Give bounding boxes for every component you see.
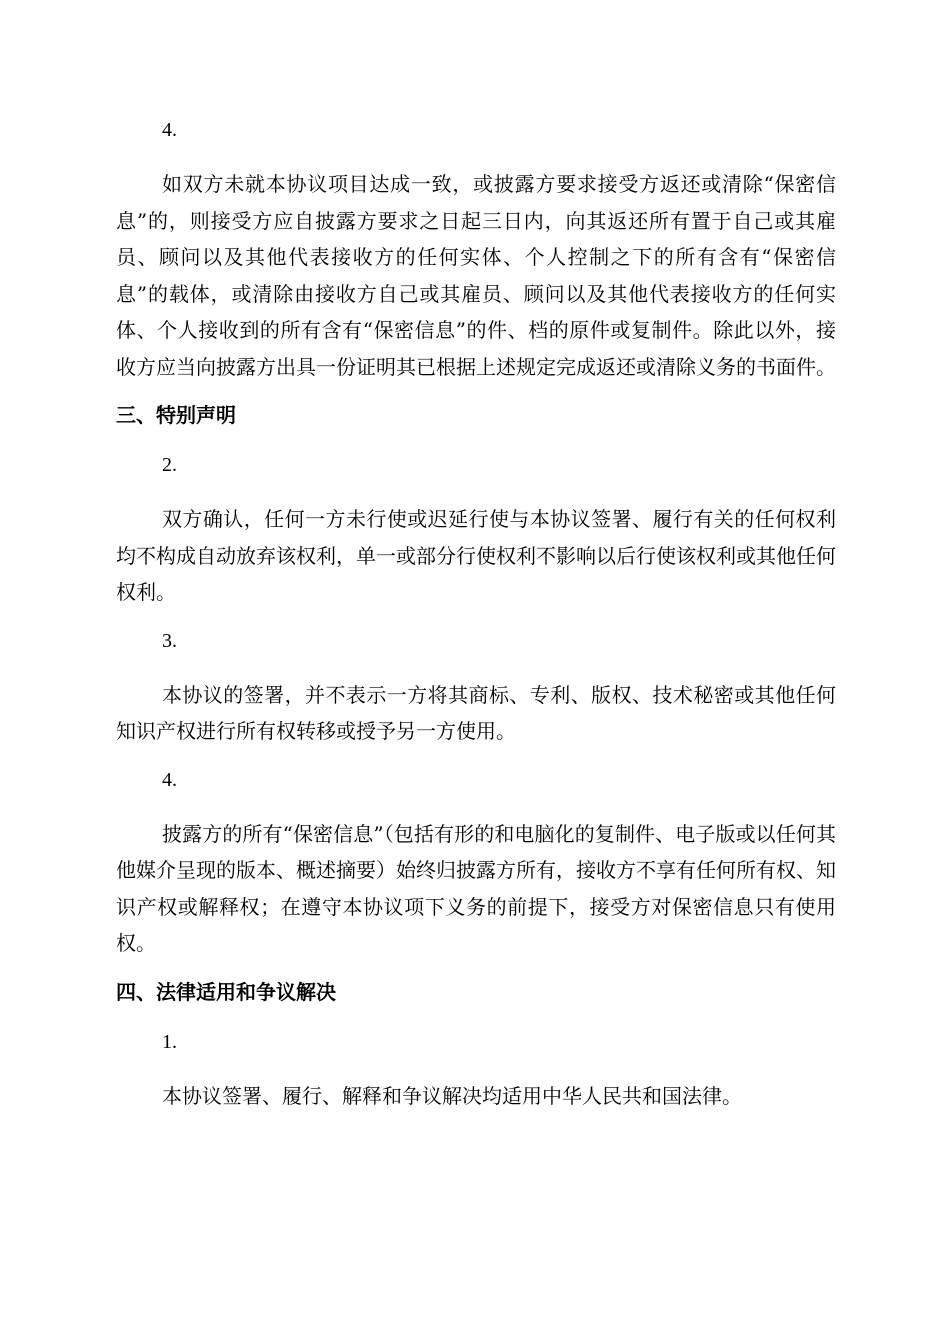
document-page (116, 112, 836, 1126)
clause-paragraph: 本协议签署、履行、解释和争议解决均适用中华人民共和国法律。 (162, 1083, 742, 1108)
clause-number: 1. (162, 1030, 177, 1053)
clause-number: 4. (162, 768, 177, 791)
section-heading: 四、法律适用和争议解决 (116, 979, 336, 1004)
clause-number: 2. (162, 454, 177, 476)
clause-number: 3. (162, 629, 177, 652)
clause-paragraph: 如双方未就本协议项目达成一致，或披露方要求接受方返还或清除“保密信息”的，则接受方应自披露方要求之日起三日内，向其返还所有置于自己或其雇员、顾问以及其他代表接收方的任何实体、个人控制之下的所有含有“保密信息”的载体，或清除由接收方自己或其雇员、顾问以及其他代表接收方的任何实体、个人接收到的所有含有“保密信息”的件、档的原件或复制件。除此以外，接收方应当向披露方出具一份证明其已根据上述规定完成返还或清除义务的书面件。 (116, 172, 836, 379)
section-heading: 三、特别声明 (116, 403, 236, 427)
clause-number: 4. (162, 119, 177, 141)
clause-paragraph: 本协议的签署，并不表示一方将其商标、专利、版权、技术秘密或其他任何知识产权进行所有权转移或授予另一方使用。 (116, 682, 836, 743)
clause-paragraph: 披露方的所有“保密信息”（包括有形的和电脑化的复制件、电子版或以任何其他媒介呈现的版本、概述摘要）始终归披露方所有，接收方不享有任何所有权、知识产权或解释权；在遵守本协议项下义务的前提下，接受方对保密信息只有使用权。 (116, 821, 836, 955)
clause-paragraph: 双方确认，任何一方未行使或迟延行使与本协议签署、履行有关的任何权利均不构成自动放弃该权利，单一或部分行使权利不影响以后行使该权利或其他任何权利。 (116, 507, 836, 604)
